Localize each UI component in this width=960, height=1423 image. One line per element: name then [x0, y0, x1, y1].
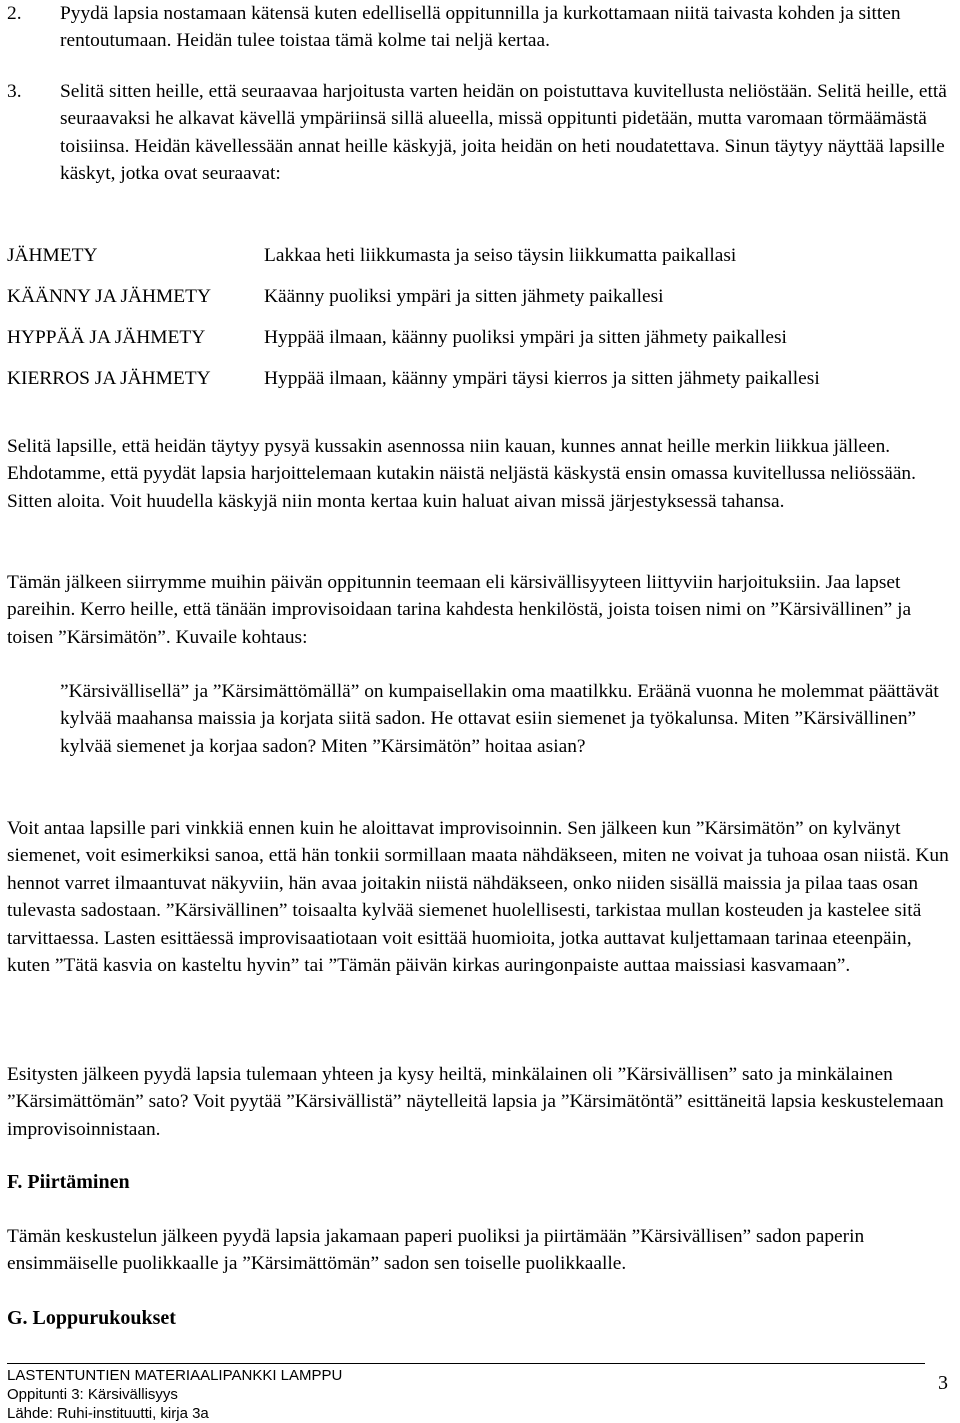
command-name: KÄÄNNY JA JÄHMETY — [7, 286, 211, 307]
command-description: Hyppää ilmaan, käänny ympäri täysi kierros ja sitten jähmety paikallesi — [264, 368, 820, 389]
list-item-text: Selitä sitten heille, että seuraavaa harjoitusta varten heidän on poistuttava kuvitellusta neliöstään. Selitä heille, että seuraavaksi he alkavat kävellä ympäriinsä sillä alueella, missä oppitunti pidetään, mutta varomaan törmäämästä toisiinsa. Heidän kävellessään annat heille käskyjä, joita heidän on heti noudatettava. Sinun täytyy näyttää lapsille käskyt, jotka ovat seuraavat: — [60, 81, 947, 185]
command-description: Käänny puoliksi ympäri ja sitten jähmety paikallesi — [264, 286, 664, 307]
command-row — [7, 283, 952, 310]
footer-lesson: Oppitunti 3: Kärsivällisyys — [7, 1386, 178, 1403]
paragraph: Voit antaa lapsille pari vinkkiä ennen kuin he aloittavat improvisoinnin. Sen jälkeen kun ”Kärsimätön” on kylvänyt siemenet, voit esimerkiksi sanoa, että hän tonkii sormillaan maata nähdäkseen, miten ne voivat ja tuhoaa osan niistä. Kun hennot varret ilmaantuvat näkyviin, hän avaa joitakin niistä nähdäkseen, onko niiden sisällä maissia ja pilaa taas osan tulevasta sadostaan. ”Kärsivällinen” toisaalta kylvää siemenet huolellisesti, tarkistaa mullan kosteuden ja kastelee sitä tarvittaessa. Lasten esittäessä improvisaatiotaan voit esittää huomioita, jotka auttavat kuljettamaan tarinaa eteenpäin, kuten ”Tätä kasvia on kasteltu hyvin” tai ”Tämän päivän kirkas auringonpaiste auttaa maissiasi kasvamaan”. — [7, 818, 949, 977]
command-row — [7, 242, 952, 269]
command-name: HYPPÄÄ JA JÄHMETY — [7, 327, 206, 348]
command-row — [7, 365, 952, 392]
footer-divider — [7, 1363, 925, 1364]
footer-source: Lähde: Ruhi-instituutti, kirja 3a — [7, 1405, 209, 1422]
paragraph: Tämän keskustelun jälkeen pyydä lapsia jakamaan paperi puoliksi ja piirtämään ”Kärsivällisen” sadon paperin ensimmäiselle puolikkaalle ja ”Kärsimättömän” sadon sen toiselle puolikkaalle. — [7, 1226, 865, 1275]
page-number: 3 — [938, 1372, 948, 1394]
paragraph: Selitä lapsille, että heidän täytyy pysyä kussakin asennossa niin kauan, kunnes annat heille merkin liikkua jälleen. Ehdotamme, että pyydät lapsia harjoittelemaan kutakin näistä neljästä käskystä ensin omassa kuvitellussa neliössään. Sitten aloita. Voit huudella käskyjä niin monta kertaa kuin haluat aivan missä järjestyksessä tahansa. — [7, 436, 916, 512]
command-name: KIERROS JA JÄHMETY — [7, 368, 211, 389]
paragraph: Esitysten jälkeen pyydä lapsia tulemaan yhteen ja kysy heiltä, minkälainen oli ”Kärsivällisen” sato ja minkälainen ”Kärsimättömän” sato? Voit pyytää ”Kärsivällistä” näytelleitä lapsia ja ”Kärsimätöntä” esittäneitä lapsia keskustelemaan improvisoinnistaan. — [7, 1064, 944, 1140]
list-number: 2. — [7, 3, 22, 24]
command-name: JÄHMETY — [7, 245, 98, 266]
paragraph: Tämän jälkeen siirrymme muihin päivän oppitunnin teemaan eli kärsivällisyyteen liittyviin harjoituksiin. Jaa lapset pareihin. Kerro heille, että tänään improvisoidaan tarina kahdesta henkilöstä, joista toisen nimi on ”Kärsivällinen” ja toisen ”Kärsimätön”. Kuvaile kohtaus: — [7, 572, 912, 648]
command-description: Hyppää ilmaan, käänny puoliksi ympäri ja sitten jähmety paikallesi — [264, 327, 787, 348]
section-heading: F. Piirtäminen — [7, 1171, 130, 1193]
command-description: Lakkaa heti liikkumasta ja seiso täysin liikkumatta paikallasi — [264, 245, 737, 266]
footer-publisher: LASTENTUNTIEN MATERIAALIPANKKI LAMPPU — [7, 1367, 343, 1384]
command-row — [7, 324, 952, 351]
list-number: 3. — [7, 81, 22, 102]
list-item-text: Pyydä lapsia nostamaan kätensä kuten edellisellä oppitunnilla ja kurkottamaan niitä taivasta kohden ja sitten rentoutumaan. Heidän tulee toistaa tämä kolme tai neljä kertaa. — [60, 3, 901, 52]
section-heading: G. Loppurukoukset — [7, 1307, 176, 1329]
scene-quote: ”Kärsivällisellä” ja ”Kärsimättömällä” on kumpaisellakin oma maatilkku. Eräänä vuonna he molemmat päättävät kylvää maahansa maissia ja korjata siitä sadon. He ottavat esiin siemenet ja työkalunsa. Miten ”Kärsivällinen” kylvää siemenet ja korjaa sadon? Miten ”Kärsimätön” hoitaa asian? — [60, 681, 939, 757]
